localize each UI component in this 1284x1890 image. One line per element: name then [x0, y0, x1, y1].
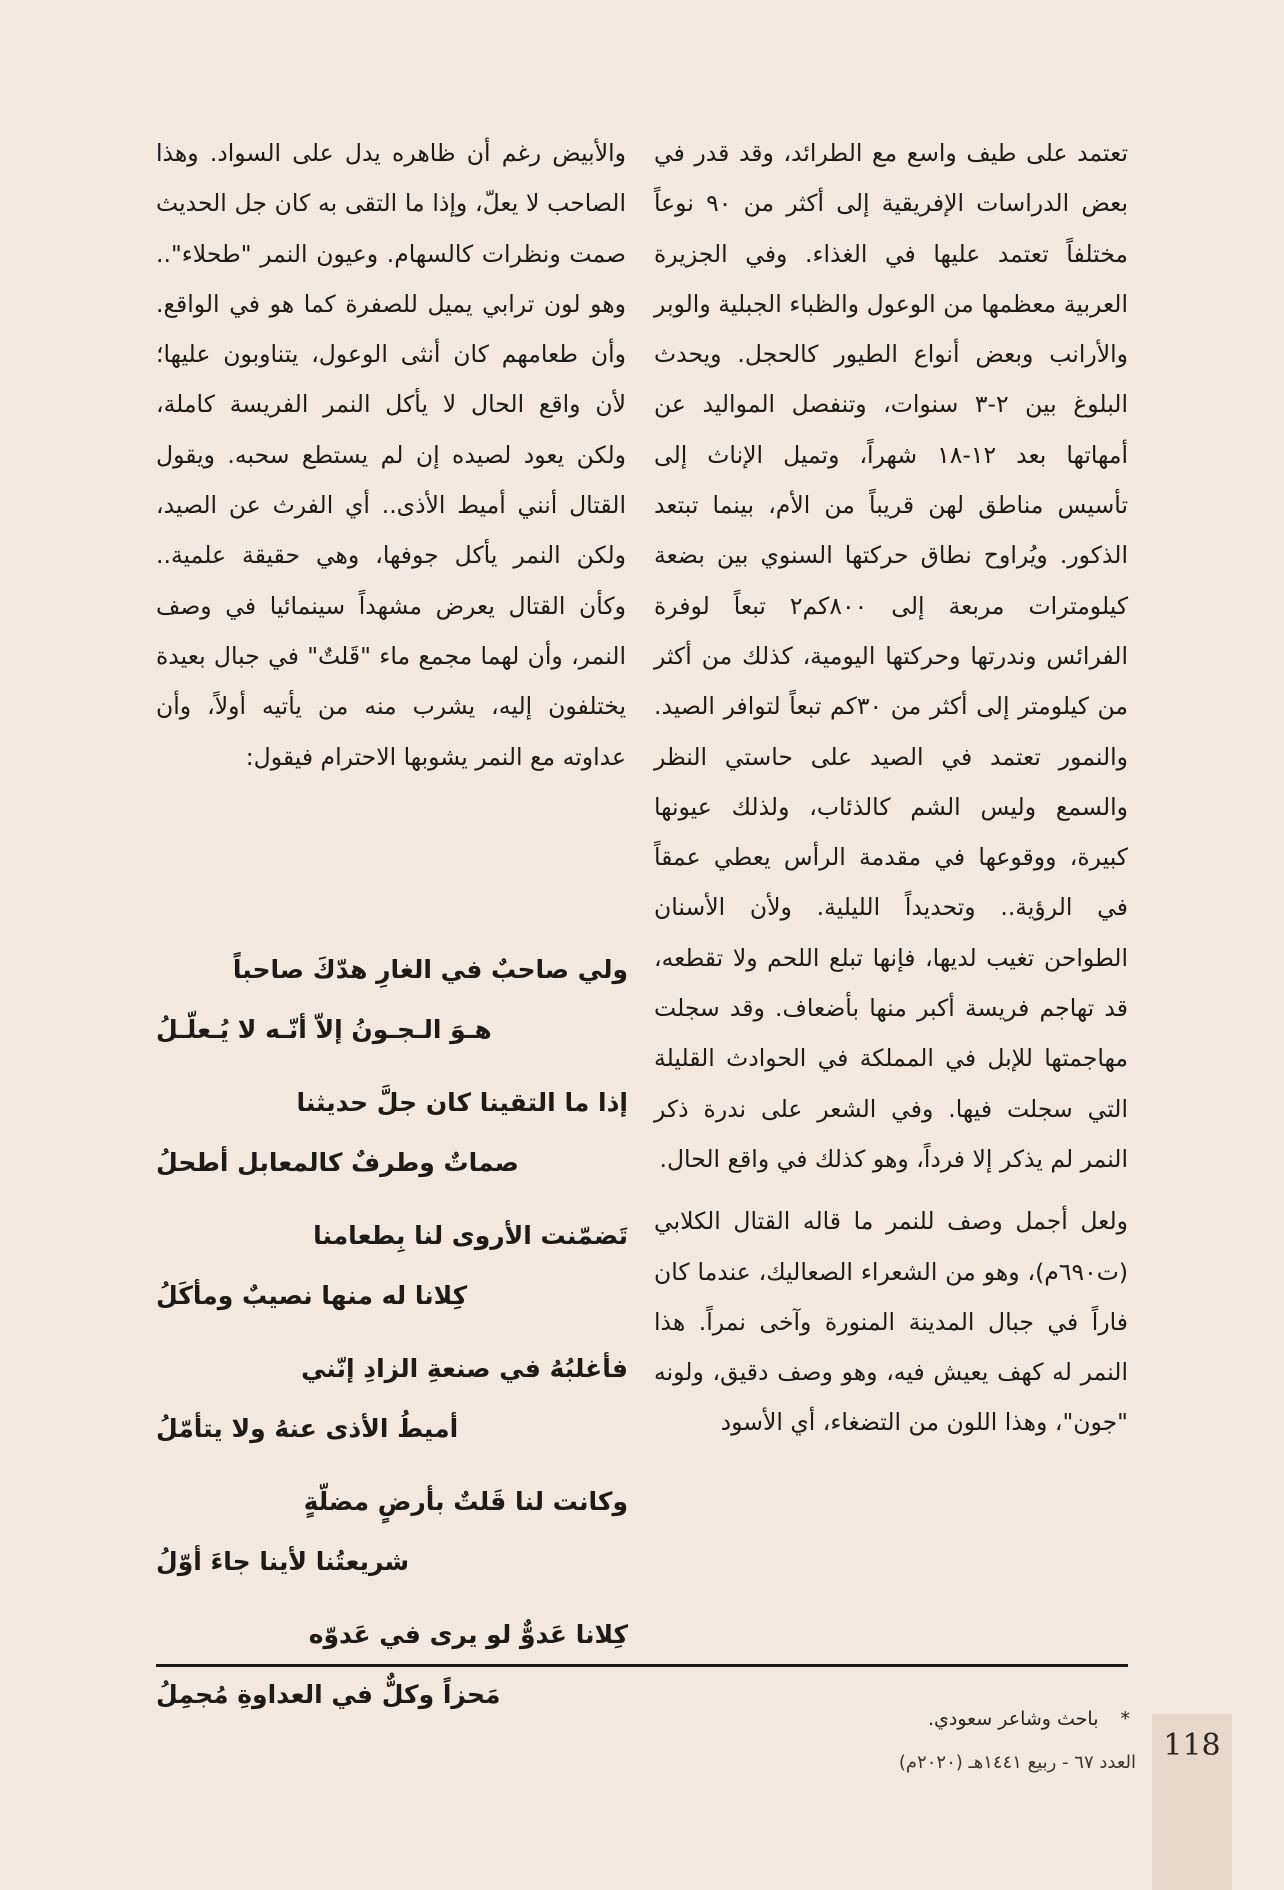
verse-first-hemistich: تَضمّنت الأروى لنا بِطعامنا — [313, 1221, 628, 1250]
footnote-divider — [156, 1664, 1128, 1667]
article-paragraph: والأبيض رغم أن ظاهره يدل على السواد. وهذا الصاحب لا يعلّ، وإذا ما التقى به كان جل الحديث صمت ونظرات كالسهام. وعيون النمر "طحلاء".. وهو لون ترابي يميل للصفرة كما هو في الواقع. وأن طعامهم كان أنثى الوعول، يتناوبون عليها؛ لأن واقع الحال لا يأكل النمر الفريسة كاملة، ولكن يعود لصيده إن لم يستطع سحبه. ويقول القتال أنني أميط الأذى.. أي الفرث عن الصيد، ولكن النمر يأكل جوفها، وهي حقيقة علمية.. وكأن القتال يعرض مشهداً سينمائيا في وصف النمر، وأن لهما مجمع ماء "قَلتٌ" في جبال بعيدة يختلفون إليه، يشرب منه من يأتيه أولاً، وأن عداوته مع النمر يشوبها الاحترام فيقول: — [156, 139, 626, 771]
footnote-text: باحث وشاعر سعودي. — [927, 1708, 1099, 1730]
verse-first-hemistich: ولي صاحبٌ في الغارِ هدّكَ صاحباً — [232, 955, 628, 984]
poem-verse — [156, 1472, 630, 1592]
footnote — [928, 1708, 1130, 1730]
poem-verse — [156, 1339, 630, 1459]
poem-verse — [156, 940, 630, 1060]
article-column-left — [156, 128, 626, 782]
verse-first-hemistich: فأغلبُهُ في صنعةِ الزادِ إنّني — [301, 1354, 628, 1383]
verse-second-hemistich: أميطُ الأذى عنهُ ولا يتأمّلُ — [156, 1414, 459, 1443]
verse-second-hemistich: شريعتُنا لأينا جاءَ أوّلُ — [156, 1547, 410, 1576]
page-number: 118 — [1163, 1728, 1221, 1763]
footnote-marker: * — [1120, 1708, 1130, 1730]
article-column-right — [654, 128, 1128, 1448]
article-paragraph: تعتمد على طيف واسع مع الطرائد، وقد قدر في بعض الدراسات الإفريقية إلى أكثر من ٩٠ نوعاً مختلفاً تعتمد عليها في الغذاء. وفي الجزيرة العربية معظمها من الوعول والظباء الجبلية والوبر والأرانب وبعض أنواع الطيور كالحجل. ويحدث البلوغ بين ٢-٣ سنوات، وتنفصل المواليد عن أمهاتها بعد ١٢-١٨ شهراً، وتميل الإناث إلى تأسيس مناطق لهن قريباً من الأم، بينما تبتعد الذكور. ويُراوح نطاق حركتها السنوي بين بضعة كيلومترات مربعة إلى ٨٠٠كم٢ تبعاً لوفرة الفرائس وندرتها وحركتها اليومية، كذلك من أكثر من كيلومتر إلى أكثر من ٣٠كم تبعاً لتوافر الصيد. والنمور تعتمد في الصيد على حاستي النظر والسمع وليس الشم كالذئاب، ولذلك عيونها كبيرة، ووقوعها في مقدمة الرأس يعطي عمقاً في الرؤية.. وتحديداً الليلية. ولأن الأسنان الطواحن تغيب لديها، فإنها تبلع اللحم ولا تقطعه، قد تهاجم فريسة أكبر منها بأضعاف. وقد سجلت مهاجمتها للإبل في المملكة في الحوادث القليلة التي سجلت فيها. وفي الشعر على ندرة ذكر النمر لم يذكر إلا فرداً، وهو كذلك في واقع الحال. — [654, 139, 1129, 1173]
verse-second-hemistich: كِلانا له منها نصيبٌ ومأكَلُ — [156, 1281, 468, 1310]
article-paragraph: ولعل أجمل وصف للنمر ما قاله القتال الكلابي (ت٦٩٠م)، وهو من الشعراء الصعاليك، عندما كان فاراً في جبال المدينة المنورة وآخى نمراً. هذا النمر له كهف يعيش فيه، وهو وصف دقيق، ولونه "جون"، وهذا اللون من التضغاء، أي الأسود — [654, 1207, 1128, 1437]
verse-first-hemistich: وكانت لنا قَلتٌ بأرضٍ مضلّةٍ — [303, 1487, 628, 1516]
verse-first-hemistich: إذا ما التقينا كان جلَّ حديثنا — [296, 1088, 628, 1117]
verse-first-hemistich: كِلانا عَدوٌّ لو يرى في عَدوّه — [308, 1620, 628, 1649]
poem-verse — [156, 1206, 630, 1326]
verse-second-hemistich: صماتٌ وطرفٌ كالمعابل أطحلُ — [156, 1148, 519, 1177]
verse-second-hemistich: مَحزاً وكلٌّ في العداوةِ مُجمِلُ — [156, 1680, 501, 1709]
poem-verse — [156, 1073, 630, 1193]
verse-second-hemistich: هـوَ الـجـونُ إلاّ أنّـه لا يُـعلّـلُ — [156, 1015, 492, 1044]
issue-info: العدد ٦٧ - ربيع ١٤٤١هـ (٢٠٢٠م) — [898, 1752, 1136, 1773]
poem-block — [156, 940, 630, 1738]
